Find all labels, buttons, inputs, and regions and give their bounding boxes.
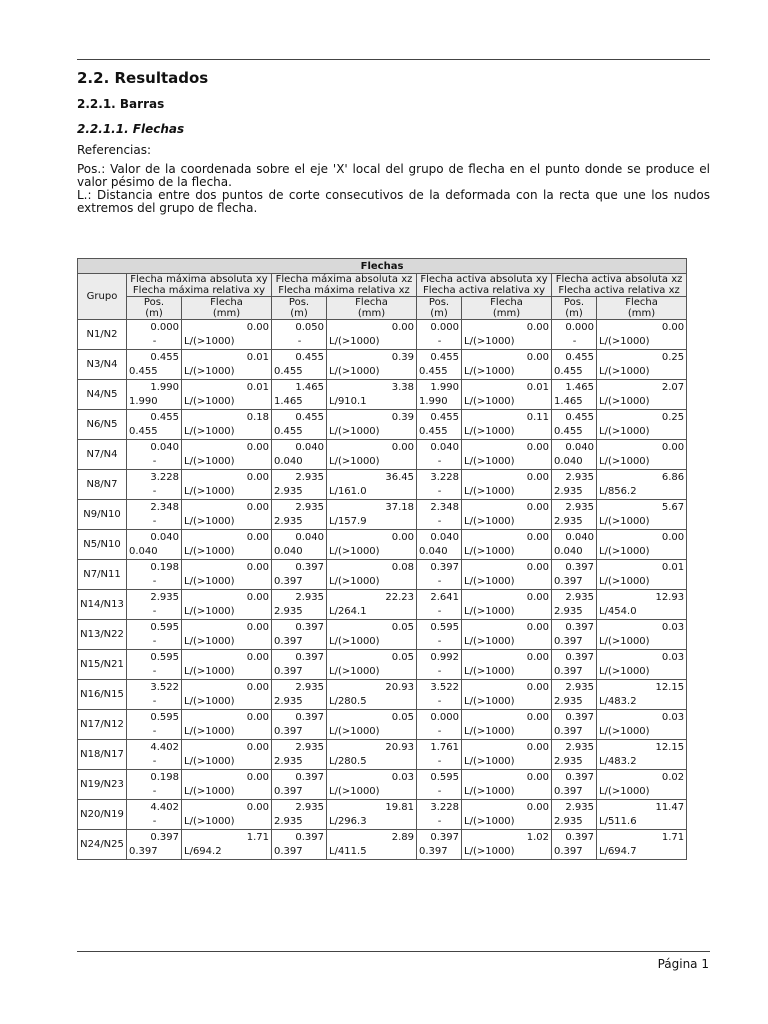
- flecha-cell: 6.86 L/856.2: [597, 470, 687, 500]
- flecha-cell: 0.39 L/(>1000): [327, 410, 417, 440]
- flecha-cell: 36.45 L/161.0: [327, 470, 417, 500]
- pos-cell: 3.522 -: [417, 680, 462, 710]
- pos-cell: 0.000 -: [417, 320, 462, 350]
- flecha-cell: 0.00 L/(>1000): [462, 320, 552, 350]
- table-row: [78, 830, 687, 860]
- flecha-cell: 0.00 L/(>1000): [462, 770, 552, 800]
- bottom-rule: [77, 951, 710, 952]
- flecha-cell: 0.05 L/(>1000): [327, 620, 417, 650]
- flecha-cell: 0.01 L/(>1000): [182, 380, 272, 410]
- flecha-cell: 0.00 L/(>1000): [597, 320, 687, 350]
- flecha-cell: 20.93 L/280.5: [327, 680, 417, 710]
- flecha-cell: 0.01 L/(>1000): [182, 350, 272, 380]
- flecha-cell: 20.93 L/280.5: [327, 740, 417, 770]
- pos-cell: 2.935 2.935: [552, 800, 597, 830]
- table-title: Flechas: [78, 259, 687, 274]
- group-cell: N8/N7: [78, 470, 127, 500]
- group-cell: N1/N2: [78, 320, 127, 350]
- flecha-cell: 22.23 L/264.1: [327, 590, 417, 620]
- flecha-cell: 0.00 L/(>1000): [182, 590, 272, 620]
- pos-cell: 0.040 0.040: [272, 440, 327, 470]
- group-cell: N24/N25: [78, 830, 127, 860]
- pos-cell: 2.935 2.935: [272, 590, 327, 620]
- group-cell: N14/N13: [78, 590, 127, 620]
- table-row: [78, 620, 687, 650]
- flecha-cell: 1.71 L/694.2: [182, 830, 272, 860]
- col-group-header: Flecha activa absoluta xz Flecha activa relativa xz: [552, 274, 687, 297]
- pos-cell: 0.000 -: [127, 320, 182, 350]
- flecha-cell: 0.00 L/(>1000): [462, 710, 552, 740]
- flecha-cell: 0.03 L/(>1000): [327, 770, 417, 800]
- pos-cell: 0.455 0.455: [127, 350, 182, 380]
- flecha-cell: 0.02 L/(>1000): [597, 770, 687, 800]
- pos-cell: 2.935 2.935: [552, 500, 597, 530]
- col-group-header: Flecha activa absoluta xy Flecha activa relativa xy: [417, 274, 552, 297]
- pos-cell: 2.935 2.935: [552, 740, 597, 770]
- pos-cell: 2.935 2.935: [272, 470, 327, 500]
- pos-cell: 0.455 0.455: [552, 350, 597, 380]
- flecha-cell: 0.00 L/(>1000): [462, 800, 552, 830]
- flecha-cell: 0.00 L/(>1000): [462, 350, 552, 380]
- pos-cell: 0.397 0.397: [552, 770, 597, 800]
- pos-cell: 2.935 2.935: [552, 590, 597, 620]
- pos-cell: 0.455 0.455: [272, 350, 327, 380]
- flecha-cell: 0.00 L/(>1000): [462, 680, 552, 710]
- flecha-cell: 0.25 L/(>1000): [597, 410, 687, 440]
- pos-cell: 0.397 0.397: [552, 620, 597, 650]
- table-row: [78, 770, 687, 800]
- flecha-header: Flecha (mm): [327, 297, 417, 320]
- subsubsection-heading: 2.2.1.1. Flechas: [77, 122, 185, 136]
- section-heading: 2.2. Resultados: [77, 69, 209, 87]
- flecha-cell: 1.02 L/(>1000): [462, 830, 552, 860]
- col-group-header: Flecha máxima absoluta xy Flecha máxima relativa xy: [127, 274, 272, 297]
- pos-cell: 0.040 0.040: [417, 530, 462, 560]
- group-cell: N5/N10: [78, 530, 127, 560]
- flecha-cell: 0.03 L/(>1000): [597, 620, 687, 650]
- flecha-cell: 0.00 L/(>1000): [327, 320, 417, 350]
- flecha-cell: 0.00 L/(>1000): [182, 650, 272, 680]
- pos-cell: 0.397 0.397: [272, 620, 327, 650]
- flecha-cell: 0.11 L/(>1000): [462, 410, 552, 440]
- pos-cell: 0.198 -: [127, 770, 182, 800]
- table-row: [78, 680, 687, 710]
- pos-cell: 2.935 -: [127, 590, 182, 620]
- pos-cell: 2.935 2.935: [272, 740, 327, 770]
- table-row: [78, 590, 687, 620]
- pos-cell: 0.040 -: [417, 440, 462, 470]
- top-rule: [77, 59, 710, 60]
- pos-cell: 2.348 -: [417, 500, 462, 530]
- flecha-cell: 0.00 L/(>1000): [182, 500, 272, 530]
- pos-cell: 0.397 0.397: [272, 770, 327, 800]
- pos-cell: 0.595 -: [127, 710, 182, 740]
- flecha-cell: 0.08 L/(>1000): [327, 560, 417, 590]
- pos-cell: 0.397 0.397: [272, 560, 327, 590]
- pos-cell: 0.992 -: [417, 650, 462, 680]
- pos-cell: 3.228 -: [417, 470, 462, 500]
- flecha-cell: 0.00 L/(>1000): [462, 620, 552, 650]
- flecha-cell: 0.00 L/(>1000): [462, 740, 552, 770]
- pos-header: Pos. (m): [417, 297, 462, 320]
- pos-cell: 2.935 2.935: [272, 680, 327, 710]
- group-cell: N6/N5: [78, 410, 127, 440]
- flecha-cell: 2.07 L/(>1000): [597, 380, 687, 410]
- pos-cell: 4.402 -: [127, 740, 182, 770]
- flecha-cell: 0.00 L/(>1000): [597, 440, 687, 470]
- flecha-cell: 0.00 L/(>1000): [462, 440, 552, 470]
- group-cell: N9/N10: [78, 500, 127, 530]
- pos-cell: 0.397 0.397: [272, 650, 327, 680]
- flecha-cell: 0.00 L/(>1000): [462, 590, 552, 620]
- flecha-cell: 0.01 L/(>1000): [462, 380, 552, 410]
- references-label: Referencias:: [77, 143, 152, 157]
- pos-cell: 0.040 0.040: [552, 530, 597, 560]
- table-row: [78, 560, 687, 590]
- group-cell: N17/N12: [78, 710, 127, 740]
- pos-cell: 0.455 0.455: [417, 350, 462, 380]
- pos-cell: 2.935 2.935: [272, 500, 327, 530]
- flecha-header: Flecha (mm): [597, 297, 687, 320]
- pos-cell: 0.040 0.040: [552, 440, 597, 470]
- pos-cell: 0.040 0.040: [127, 530, 182, 560]
- flecha-cell: 0.25 L/(>1000): [597, 350, 687, 380]
- pos-cell: 0.198 -: [127, 560, 182, 590]
- pos-cell: 0.595 -: [127, 650, 182, 680]
- flecha-cell: 0.00 L/(>1000): [597, 530, 687, 560]
- flecha-cell: 0.00 L/(>1000): [182, 560, 272, 590]
- page-number: Página 1: [657, 957, 709, 971]
- pos-cell: 1.465 1.465: [272, 380, 327, 410]
- group-cell: N19/N23: [78, 770, 127, 800]
- flecha-cell: 0.00 L/(>1000): [182, 800, 272, 830]
- flecha-cell: 0.18 L/(>1000): [182, 410, 272, 440]
- pos-cell: 0.595 -: [417, 770, 462, 800]
- flecha-cell: 0.03 L/(>1000): [597, 650, 687, 680]
- subsection-heading: 2.2.1. Barras: [77, 97, 165, 111]
- flecha-cell: 0.00 L/(>1000): [327, 530, 417, 560]
- flecha-cell: 3.38 L/910.1: [327, 380, 417, 410]
- pos-cell: 0.595 -: [417, 620, 462, 650]
- pos-cell: 0.455 0.455: [552, 410, 597, 440]
- group-cell: N20/N19: [78, 800, 127, 830]
- group-cell: N15/N21: [78, 650, 127, 680]
- flecha-cell: 1.71 L/694.7: [597, 830, 687, 860]
- flecha-cell: 0.00 L/(>1000): [182, 680, 272, 710]
- pos-cell: 0.000 -: [417, 710, 462, 740]
- flecha-cell: 0.00 L/(>1000): [182, 710, 272, 740]
- flecha-cell: 11.47 L/511.6: [597, 800, 687, 830]
- pos-cell: 2.641 -: [417, 590, 462, 620]
- flecha-cell: 5.67 L/(>1000): [597, 500, 687, 530]
- pos-cell: 4.402 -: [127, 800, 182, 830]
- pos-cell: 1.990 1.990: [127, 380, 182, 410]
- pos-cell: 1.761 -: [417, 740, 462, 770]
- pos-header: Pos. (m): [552, 297, 597, 320]
- pos-header: Pos. (m): [272, 297, 327, 320]
- flecha-header: Flecha (mm): [182, 297, 272, 320]
- pos-cell: 0.397 0.397: [552, 650, 597, 680]
- flecha-cell: 0.01 L/(>1000): [597, 560, 687, 590]
- flecha-cell: 0.00 L/(>1000): [182, 620, 272, 650]
- table-row: [78, 800, 687, 830]
- table-row: [78, 470, 687, 500]
- group-cell: N3/N4: [78, 350, 127, 380]
- group-cell: N7/N4: [78, 440, 127, 470]
- flecha-cell: 0.00 L/(>1000): [462, 500, 552, 530]
- flecha-header: Flecha (mm): [462, 297, 552, 320]
- table-row: [78, 350, 687, 380]
- pos-cell: 0.397 0.397: [417, 830, 462, 860]
- pos-cell: 0.397 0.397: [127, 830, 182, 860]
- pos-cell: 0.000 -: [552, 320, 597, 350]
- pos-cell: 0.397 0.397: [272, 710, 327, 740]
- flecha-cell: 0.05 L/(>1000): [327, 710, 417, 740]
- pos-cell: 3.228 -: [127, 470, 182, 500]
- pos-cell: 2.935 2.935: [552, 470, 597, 500]
- col-group-header: Flecha máxima absoluta xz Flecha máxima relativa xz: [272, 274, 417, 297]
- pos-cell: 1.465 1.465: [552, 380, 597, 410]
- pos-cell: 0.397 0.397: [552, 830, 597, 860]
- table-row: [78, 740, 687, 770]
- pos-cell: 0.397 0.397: [552, 560, 597, 590]
- pos-cell: 0.050 -: [272, 320, 327, 350]
- flecha-cell: 0.00 L/(>1000): [462, 530, 552, 560]
- reference-l: L.: Distancia entre dos puntos de corte consecutivos de la deformada con la recta que une los nudos extremos del grupo de flecha.: [77, 188, 710, 215]
- flecha-cell: 0.00 L/(>1000): [327, 440, 417, 470]
- pos-cell: 0.455 0.455: [272, 410, 327, 440]
- table-row: [78, 500, 687, 530]
- flecha-cell: 12.15 L/483.2: [597, 680, 687, 710]
- reference-pos: Pos.: Valor de la coordenada sobre el eje 'X' local del grupo de flecha en el punto donde se produce el valor pésimo de la flecha.: [77, 162, 710, 189]
- flecha-cell: 0.00 L/(>1000): [182, 770, 272, 800]
- group-cell: N16/N15: [78, 680, 127, 710]
- table-row: [78, 440, 687, 470]
- flecha-cell: 12.15 L/483.2: [597, 740, 687, 770]
- flecha-cell: 2.89 L/411.5: [327, 830, 417, 860]
- flecha-cell: 0.00 L/(>1000): [462, 560, 552, 590]
- pos-cell: 1.990 1.990: [417, 380, 462, 410]
- pos-cell: 2.348 -: [127, 500, 182, 530]
- pos-cell: 3.228 -: [417, 800, 462, 830]
- pos-cell: 0.397 0.397: [272, 830, 327, 860]
- flechas-table: [77, 258, 687, 860]
- flecha-cell: 0.00 L/(>1000): [182, 440, 272, 470]
- group-cell: N13/N22: [78, 620, 127, 650]
- pos-cell: 2.935 2.935: [552, 680, 597, 710]
- flecha-cell: 0.03 L/(>1000): [597, 710, 687, 740]
- pos-cell: 0.397 -: [417, 560, 462, 590]
- group-cell: N4/N5: [78, 380, 127, 410]
- table-row: [78, 320, 687, 350]
- group-cell: N18/N17: [78, 740, 127, 770]
- flecha-cell: 0.05 L/(>1000): [327, 650, 417, 680]
- flecha-cell: 37.18 L/157.9: [327, 500, 417, 530]
- pos-cell: 0.040 -: [127, 440, 182, 470]
- pos-cell: 0.397 0.397: [552, 710, 597, 740]
- flecha-cell: 0.00 L/(>1000): [462, 650, 552, 680]
- table-row: [78, 650, 687, 680]
- pos-cell: 2.935 2.935: [272, 800, 327, 830]
- flecha-cell: 0.00 L/(>1000): [182, 740, 272, 770]
- table-row: [78, 410, 687, 440]
- flecha-cell: 0.00 L/(>1000): [182, 530, 272, 560]
- flecha-cell: 0.00 L/(>1000): [182, 470, 272, 500]
- pos-header: Pos. (m): [127, 297, 182, 320]
- pos-cell: 3.522 -: [127, 680, 182, 710]
- pos-cell: 0.455 0.455: [127, 410, 182, 440]
- flecha-cell: 0.39 L/(>1000): [327, 350, 417, 380]
- flecha-cell: 12.93 L/454.0: [597, 590, 687, 620]
- pos-cell: 0.455 0.455: [417, 410, 462, 440]
- references-text: [77, 163, 710, 215]
- group-header: Grupo: [78, 274, 127, 320]
- group-cell: N7/N11: [78, 560, 127, 590]
- flecha-cell: 0.00 L/(>1000): [182, 320, 272, 350]
- table-row: [78, 530, 687, 560]
- pos-cell: 0.595 -: [127, 620, 182, 650]
- pos-cell: 0.040 0.040: [272, 530, 327, 560]
- flecha-cell: 0.00 L/(>1000): [462, 470, 552, 500]
- flecha-cell: 19.81 L/296.3: [327, 800, 417, 830]
- table-row: [78, 380, 687, 410]
- table-row: [78, 710, 687, 740]
